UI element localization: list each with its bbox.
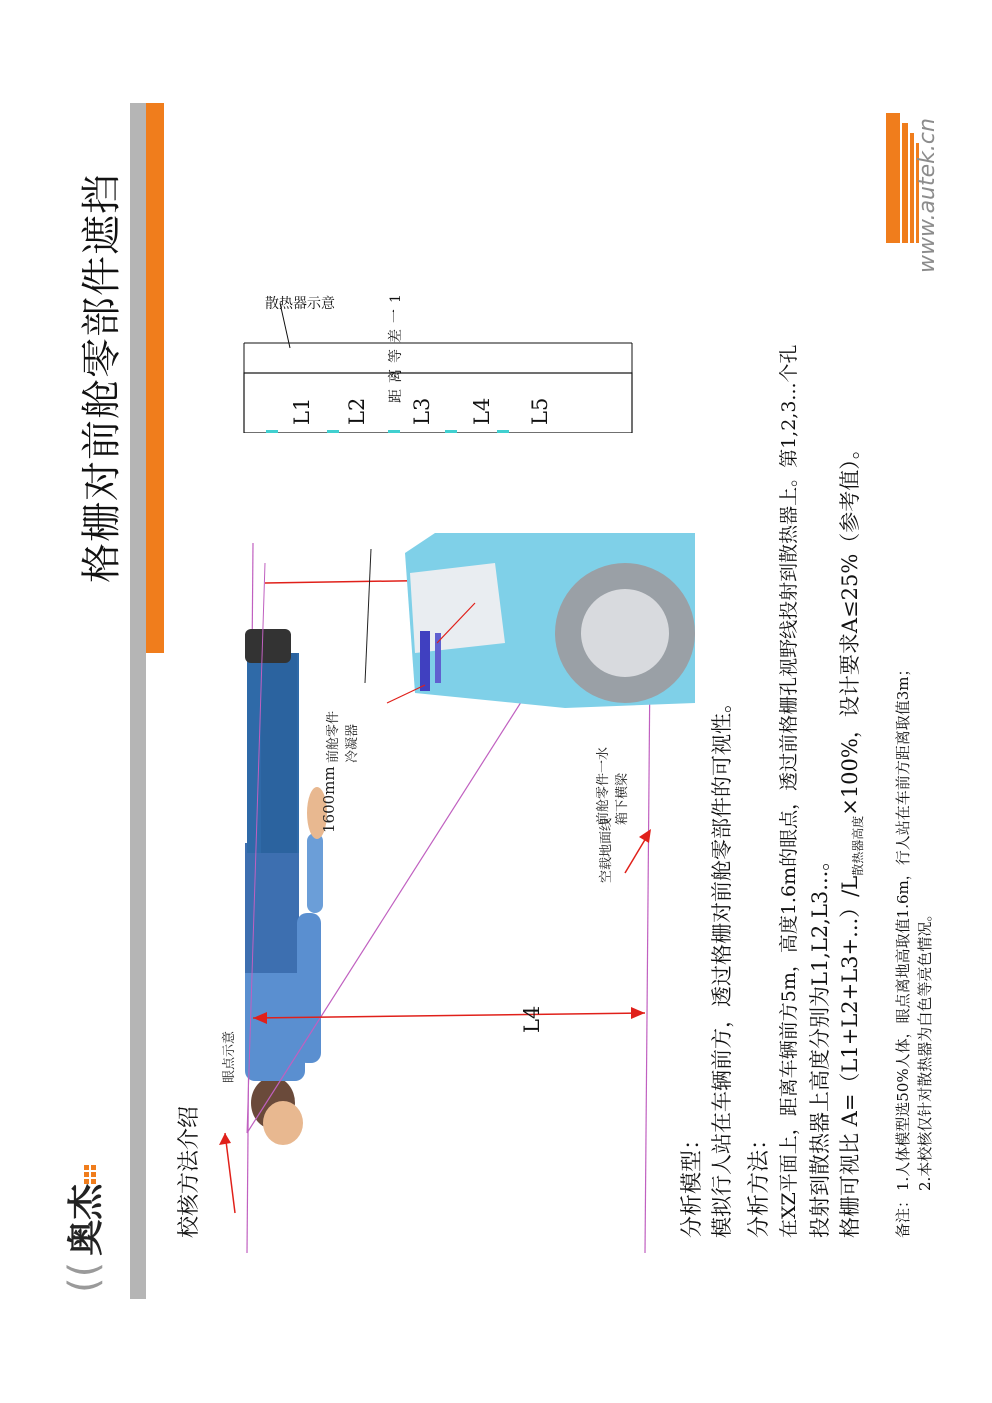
method-line-2: 投射到散热器上高度分别为L1,L2,L3...。 — [808, 849, 832, 1238]
hole-label-5: L5 — [528, 397, 552, 425]
page-title: 格栅对前舱零部件遮挡 — [79, 173, 125, 583]
eye-label: 眼点示意 — [222, 1030, 237, 1083]
formula-prefix: 格栅可视比 A=（L1+L2+L3+...）/L — [838, 875, 862, 1238]
hole-label-2: L2 — [345, 397, 369, 425]
section-title: 校核方法介绍 — [177, 1105, 202, 1238]
radiator-label: 散热器示意 — [265, 296, 335, 312]
grille-diagram — [230, 73, 650, 433]
model-heading: 分析模型： — [680, 1127, 705, 1238]
website-link[interactable]: www.autek.cn — [915, 118, 940, 273]
logo-dots-icon — [84, 1165, 96, 1184]
notes-line-1: 1.人体模型选50%人体，眼点离地高取值1.6m，行人站在车前方距离取值3m； — [894, 661, 912, 1191]
logo — [58, 1165, 109, 1293]
hole-label-4: L4 — [470, 397, 494, 425]
method-line-1: 在XZ平面上，距离车辆前方5m，高度1.6m的眼点，透过前格栅孔视野线投射到散热器上。第1,2,3...个孔 — [778, 344, 800, 1238]
parts-lower-line2: 箱下横梁 — [615, 772, 630, 825]
model-text: 模拟行人站在车辆前方，透过格栅对前舱零部件的可视性。 — [710, 692, 734, 1238]
parts-upper-line1: 前舱零件 — [326, 710, 341, 763]
car-front-figure — [405, 533, 695, 708]
formula — [834, 438, 866, 1238]
ground-label: 空载地面线 — [599, 817, 614, 883]
formula-subscript: 散热器高度 — [851, 815, 866, 876]
header-divider-orange — [146, 103, 164, 653]
parts-upper-line2: 冷凝器 — [345, 723, 360, 763]
hole-label-3: L3 — [410, 397, 434, 425]
header-divider-gray — [130, 103, 146, 1299]
method-heading: 分析方法： — [747, 1127, 772, 1238]
eye-arrow-icon — [219, 1133, 231, 1145]
parts-upper-label — [322, 711, 360, 763]
logo-arcs-icon: (( — [60, 1261, 107, 1293]
notes-line-2: 2.本校核仅针对散热器为白色等亮色情况。 — [916, 906, 934, 1191]
hole-label-1: L1 — [290, 397, 314, 425]
height-label: L4 — [520, 1005, 544, 1033]
formula-suffix: ×100%，设计要求A≤25%（参考值）。 — [838, 438, 862, 816]
parts-lower-label — [592, 747, 630, 825]
gap-label: 距离等差一1 — [388, 288, 404, 403]
notes-prefix: 备注： — [894, 1192, 912, 1238]
distance-label: 1600mm — [320, 766, 338, 833]
parts-lower-line1: 前舱零件一水 — [596, 746, 611, 825]
pedestrian-figure — [245, 629, 327, 1145]
side-view-diagram — [205, 533, 695, 1253]
logo-text: 奥杰 — [66, 1183, 107, 1256]
